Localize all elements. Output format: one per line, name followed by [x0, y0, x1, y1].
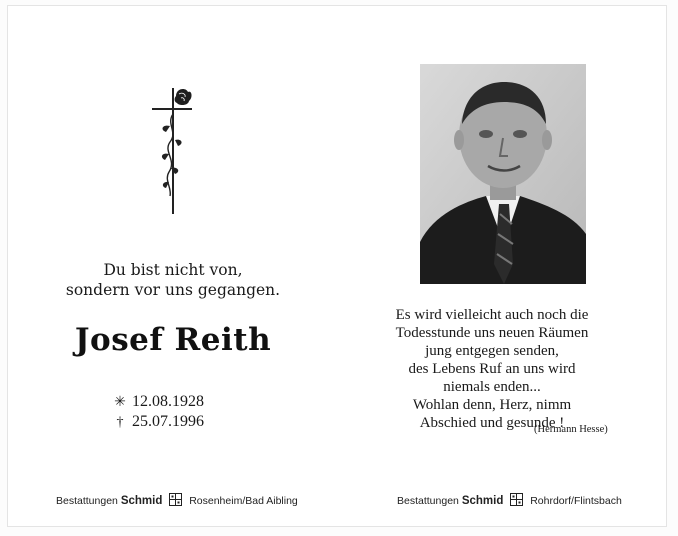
poem-line: Wohlan denn, Herz, nimm: [412, 397, 572, 413]
farewell-quote: [38, 260, 308, 300]
poem-line: des Lebens Ruf an uns wird: [408, 361, 576, 377]
quote-line: Du bist nicht von,: [103, 261, 243, 279]
death-date: 25.07.1996: [132, 413, 204, 430]
undertaker-left: [56, 493, 298, 507]
cross-with-rose-icon: [148, 84, 196, 216]
undertaker-prefix: Bestattungen: [397, 495, 459, 507]
poem-line: jung entgegen senden,: [425, 343, 559, 359]
undertaker-location: Rosenheim/Bad Aibling: [189, 495, 298, 507]
poem-line: Es wird vielleicht auch noch die: [395, 307, 589, 323]
undertaker-brand: Schmid: [461, 495, 504, 507]
poem-line: Todesstunde uns neuen Räumen: [395, 325, 589, 341]
memorial-card: [8, 6, 666, 526]
undertaker-right: [397, 493, 622, 507]
funeral-logo-icon: [510, 493, 523, 506]
portrait-photo: [420, 64, 586, 284]
poem-line: niemals enden...: [443, 379, 541, 395]
undertaker-brand: Schmid: [120, 495, 163, 507]
poem: [377, 306, 607, 432]
death-cross-icon: †: [116, 415, 124, 430]
death-row: [112, 412, 204, 432]
right-panel: [337, 6, 666, 526]
life-dates: [112, 392, 204, 432]
quote-line: sondern vor uns gegangen.: [65, 281, 281, 299]
undertaker-location: Rohrdorf/Flintsbach: [530, 495, 622, 507]
portrait-image: [420, 64, 586, 284]
deceased-name: Josef Reith: [74, 322, 272, 358]
birth-row: [112, 392, 204, 412]
poem-author: (Hermann Hesse): [534, 424, 608, 435]
birth-star-icon: ✳: [114, 395, 126, 410]
funeral-logo-icon: [169, 493, 182, 506]
birth-date: 12.08.1928: [132, 393, 204, 410]
poem-line: Abschied und gesunde !: [419, 415, 565, 431]
undertaker-prefix: Bestattungen: [56, 495, 118, 507]
left-panel: [8, 6, 337, 526]
